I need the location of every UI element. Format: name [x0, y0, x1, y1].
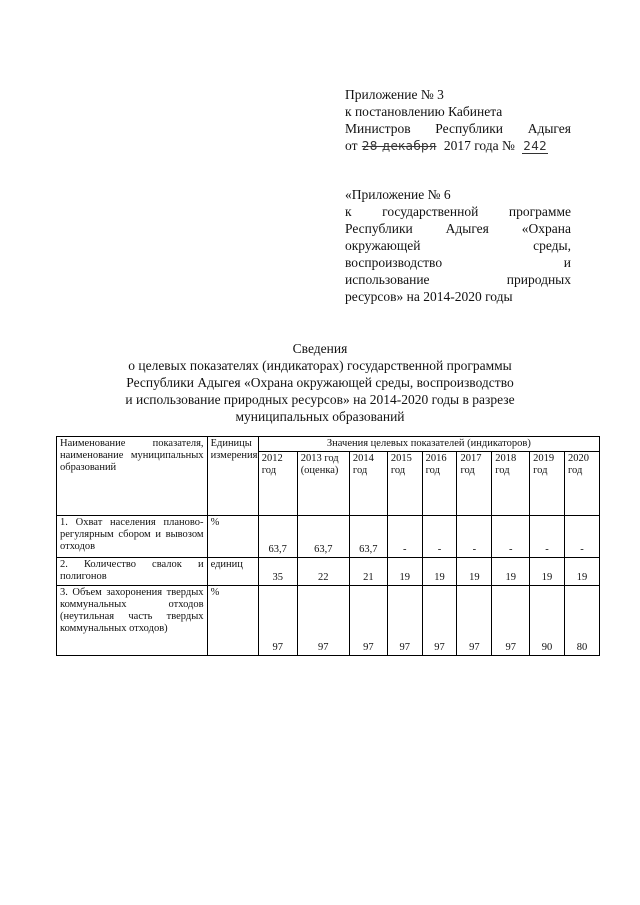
- title-line-2: о целевых показателях (индикаторах) государственной программы: [128, 358, 512, 373]
- title-line-3: Республики Адыгея «Охрана окружающей среды, воспроизводство: [126, 375, 514, 390]
- header-unit: Единицы измерения: [207, 437, 258, 516]
- appendix-3-title: Приложение № 3: [345, 87, 444, 102]
- year-2017: 2017 год: [457, 452, 492, 516]
- row-1-name: 1. Охват населения планово-регулярным сбором и вывозом отходов: [57, 516, 208, 558]
- row-2-name: 2. Количество свалок и полигонов: [57, 558, 208, 586]
- year-2015: 2015 год: [387, 452, 422, 516]
- appendix-6-line5: воспроизводство и: [345, 255, 571, 270]
- handwritten-date: 28 декабря: [361, 139, 437, 153]
- row-1-value: -: [492, 516, 530, 558]
- row-1-value: -: [422, 516, 457, 558]
- title-line-5: муниципальных образований: [235, 409, 405, 424]
- row-3-value: 97: [492, 586, 530, 656]
- row-1-value: 63,7: [349, 516, 387, 558]
- appendix-3-date-line: [345, 137, 571, 155]
- appendix-3-line2: [345, 103, 571, 120]
- row-3-value: 97: [258, 586, 297, 656]
- row-2-unit: единиц: [207, 558, 258, 586]
- row-3-value: 90: [530, 586, 565, 656]
- appendix-6-line2: к государственной программе: [345, 204, 571, 219]
- appendix-6-line4: окружающей среды,: [345, 238, 571, 253]
- row-2-value: 19: [457, 558, 492, 586]
- year-2018: 2018 год: [492, 452, 530, 516]
- table-row: [57, 558, 600, 586]
- row-1-value: -: [457, 516, 492, 558]
- document-title: [80, 340, 560, 425]
- row-2-value: 19: [422, 558, 457, 586]
- appendix-6-line3: Республики Адыгея «Охрана: [345, 221, 571, 236]
- row-2-value: 35: [258, 558, 297, 586]
- handwritten-number: 242: [523, 139, 548, 153]
- from-prefix: от: [345, 138, 358, 153]
- appendix-3-line3: Министров Республики Адыгея: [345, 121, 571, 136]
- row-1-unit: %: [207, 516, 258, 558]
- row-1-value: -: [530, 516, 565, 558]
- row-3-value: 97: [387, 586, 422, 656]
- row-2-value: 19: [387, 558, 422, 586]
- row-2-value: 19: [564, 558, 599, 586]
- appendix-6-line6: использование природных: [345, 272, 571, 287]
- row-3-name: 3. Объем захоронения твердых коммунальных отходов (неутильная часть твердых коммунальных отходов): [57, 586, 208, 656]
- appendix-3-block: [345, 86, 571, 155]
- row-3-value: 80: [564, 586, 599, 656]
- word-cabinet: Кабинета: [448, 104, 503, 119]
- row-3-value: 97: [349, 586, 387, 656]
- year-2019: 2019 год: [530, 452, 565, 516]
- year-2012: 2012 год: [258, 452, 297, 516]
- header-values: Значения целевых показателей (индикаторов): [258, 437, 599, 452]
- appendix-6-block: [345, 186, 571, 305]
- header-indicator-name: Наименование показателя, наименование муниципальных образований: [57, 437, 208, 516]
- year-2014: 2014 год: [349, 452, 387, 516]
- row-1-value: 63,7: [297, 516, 349, 558]
- table-row: [57, 516, 600, 558]
- header-row-1: [57, 437, 600, 452]
- appendix-6-line7: ресурсов» на 2014-2020 годы: [345, 289, 513, 304]
- word-k: к: [345, 104, 352, 119]
- year-2013: 2013 год (оценка): [297, 452, 349, 516]
- row-2-value: 21: [349, 558, 387, 586]
- row-2-value: 22: [297, 558, 349, 586]
- row-2-value: 19: [530, 558, 565, 586]
- table-row: [57, 586, 600, 656]
- row-2-value: 19: [492, 558, 530, 586]
- title-line-4: и использование природных ресурсов» на 2014-2020 годы в разрезе: [125, 392, 515, 407]
- title-line-1: Сведения: [292, 341, 348, 356]
- row-3-value: 97: [422, 586, 457, 656]
- row-3-value: 97: [297, 586, 349, 656]
- row-1-value: -: [564, 516, 599, 558]
- year-2016: 2016 год: [422, 452, 457, 516]
- row-3-unit: %: [207, 586, 258, 656]
- row-1-value: 63,7: [258, 516, 297, 558]
- row-3-value: 97: [457, 586, 492, 656]
- year-text: 2017 года №: [443, 138, 515, 153]
- year-2020: 2020 год: [564, 452, 599, 516]
- indicators-table: [56, 436, 600, 656]
- word-decree: постановлению: [354, 104, 445, 119]
- row-1-value: -: [387, 516, 422, 558]
- appendix-6-title: «Приложение № 6: [345, 187, 451, 202]
